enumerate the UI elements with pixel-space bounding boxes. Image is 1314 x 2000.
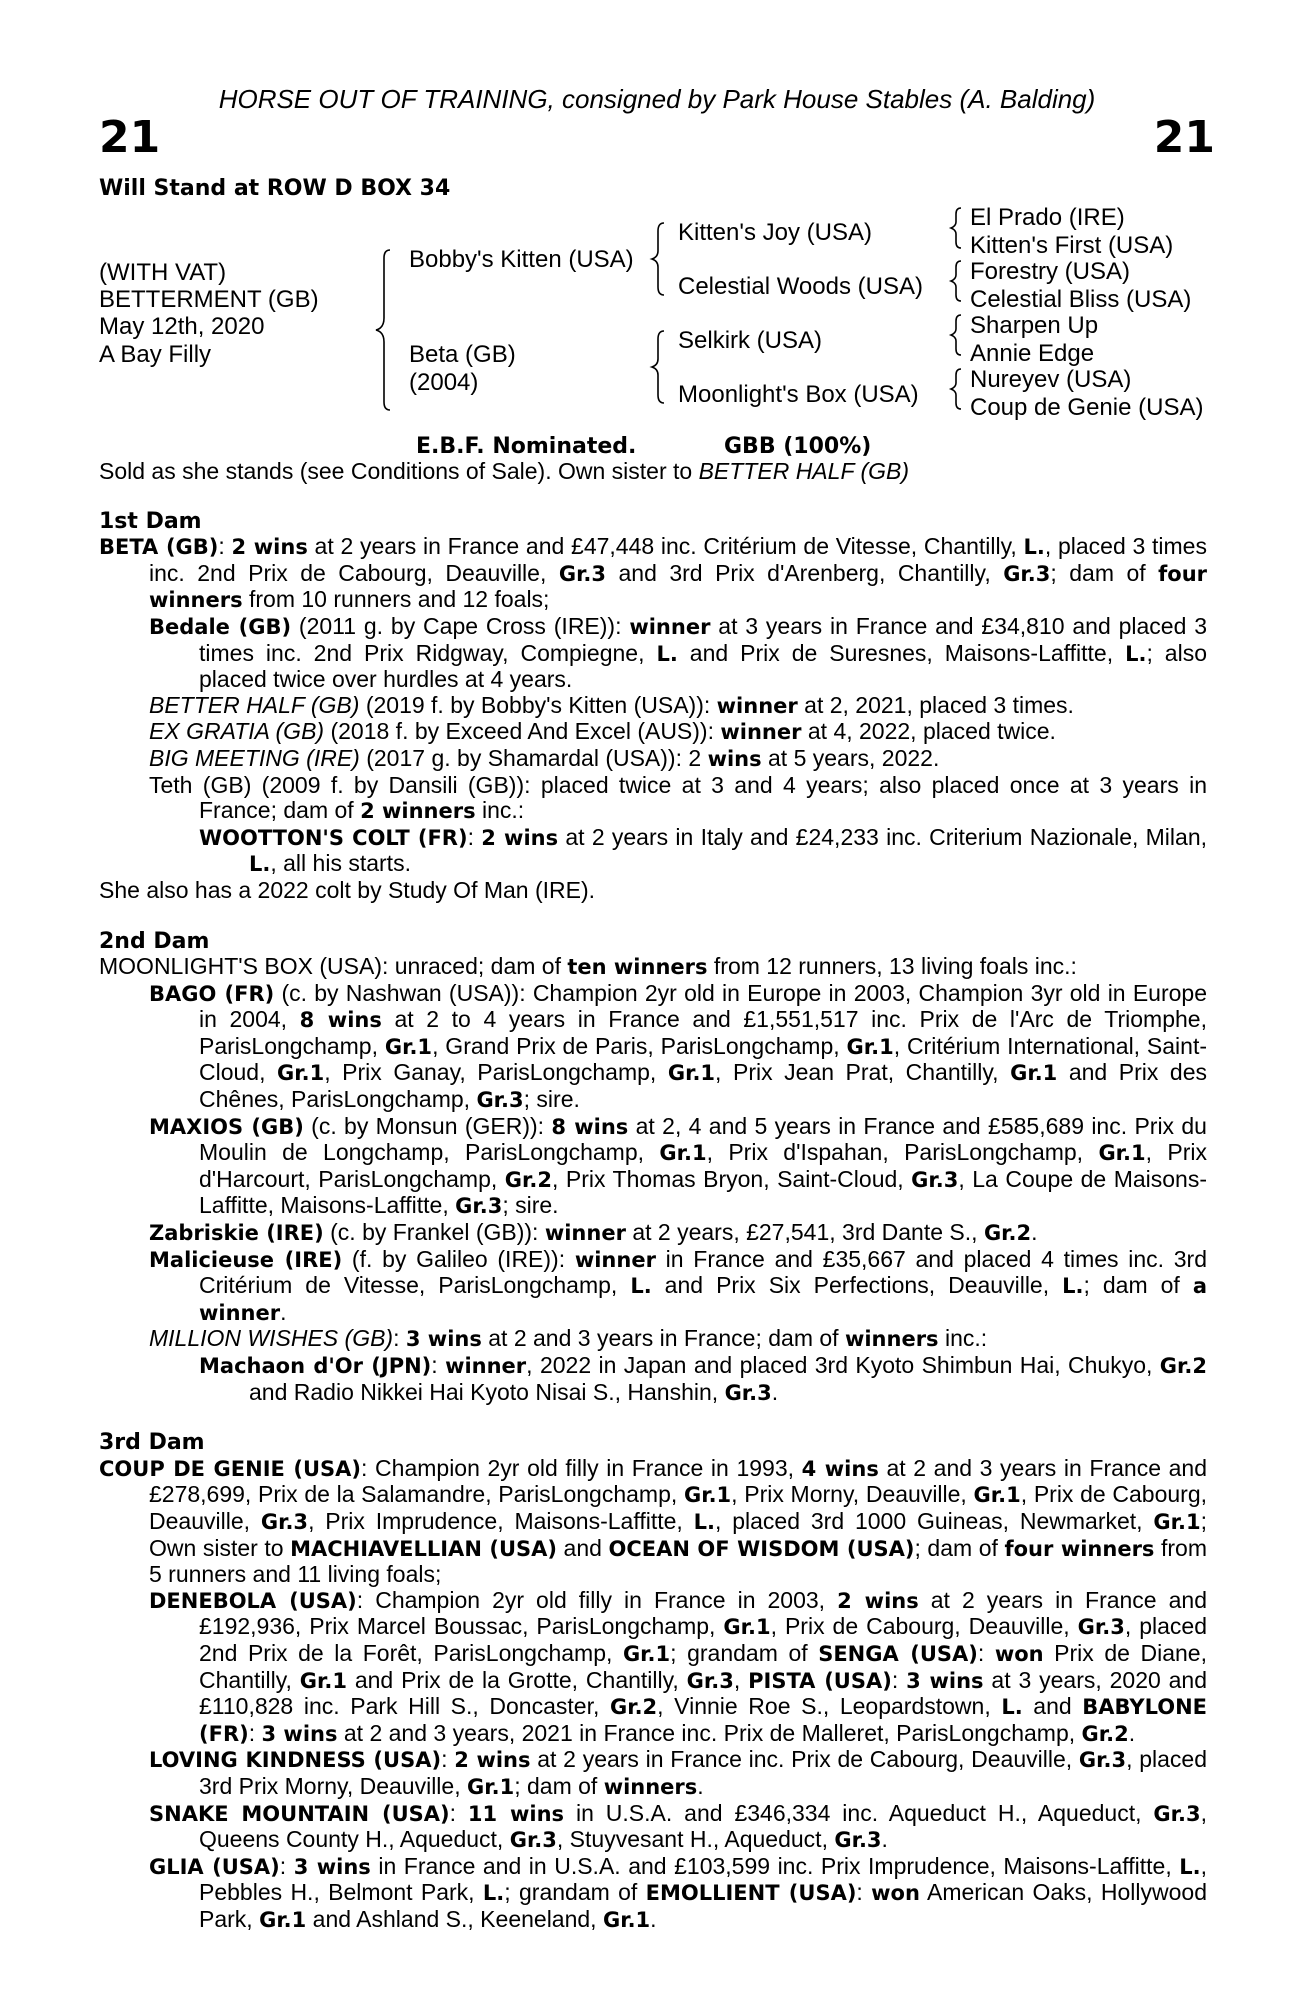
progeny-maxios: MAXIOS (GB) (c. by Monsun (GER)): 8 wins at 2, 4 and 5 years in France and £585,689 inc. Prix du Moulin de Longchamp, ParisLongchamp, Gr.1, Prix d'Ispahan, ParisLongchamp, Gr.1, Prix d'Harcourt, ParisLongchamp, Gr.2, Prix Thomas Bryon, Saint-Cloud, Gr.3, La Coupe de Maisons-Laffitte, Maisons-Laffitte, Gr.3; sire. bbox=[149, 1112, 1208, 1219]
horse-name: BETTERMENT (GB) bbox=[99, 286, 319, 313]
gbb-status: GBB (100%) bbox=[724, 434, 872, 459]
first-dam-entry: BETA (GB): 2 wins at 2 years in France and £47,448 inc. Critérium de Vitesse, Chantilly, L., placed 3 times inc. 2nd Prix de Cabourg, Deauville, Gr.3 and 3rd Prix d'Arenberg, Chantilly, Gr.3; dam of four winners from 10 runners and 12 foals; bbox=[99, 533, 1208, 613]
sire-sire: Kitten's Joy (USA) bbox=[678, 219, 872, 246]
third-dam-heading: 3rd Dam bbox=[99, 1430, 205, 1456]
progeny-malicieuse: Malicieuse (IRE) (f. by Galileo (IRE)): winner in France and £35,667 and placed 4 times inc. 3rd Critérium de Vitesse, ParisLongchamp, L. and Prix Six Perfections, Deauville, L.; dam of a winner. bbox=[149, 1245, 1208, 1325]
second-dam-entry: MOONLIGHT'S BOX (USA): unraced; dam of ten winners from 12 runners, 13 living foals inc.: bbox=[99, 953, 1077, 980]
progeny-bedale: Bedale (GB) (2011 g. by Cape Cross (IRE)): winner at 3 years in France and £34,810 and placed 3 times inc. 2nd Prix Ridgway, Compiegne, L. and Prix de Suresnes, Maisons-Laffitte, L.; also placed twice over hurdles at 4 years. bbox=[149, 612, 1207, 693]
gen4-3: Forestry (USA) bbox=[970, 258, 1131, 285]
progeny-woottons-colt: WOOTTON'S COLT (FR): 2 wins at 2 years in Italy and £24,233 inc. Criterium Nazionale, Milan, L., all his starts. bbox=[199, 823, 1207, 877]
gen4-8: Coup de Genie (USA) bbox=[970, 394, 1204, 421]
progeny-zabriskie: Zabriskie (IRE) (c. by Frankel (GB)): winner at 2 years, £27,541, 3rd Dante S., Gr.2. bbox=[149, 1219, 1038, 1246]
stand-location: Will Stand at ROW D BOX 34 bbox=[99, 176, 451, 201]
progeny-bago: BAGO (FR) (c. by Nashwan (USA)): Champion 2yr old in Europe in 2003, Champion 3yr old in Europe in 2004, 8 wins at 2 to 4 years in France and £1,551,517 inc. Prix de l'Arc de Triomphe, ParisLongchamp, Gr.1, Grand Prix de Paris, ParisLongchamp, Gr.1, Critérium International, Saint-Cloud, Gr.1, Prix Ganay, ParisLongchamp, Gr.1, Prix Jean Prat, Chantilly, Gr.1 and Prix des Chênes, ParisLongchamp, Gr.3; sire. bbox=[149, 979, 1208, 1113]
sire-dam: Celestial Woods (USA) bbox=[678, 273, 923, 300]
progeny-ex-gratia: EX GRATIA (GB) (2018 f. by Exceed And Excel (AUS)): winner at 4, 2022, placed twice. bbox=[149, 718, 1056, 745]
lot-number-right: 21 bbox=[1153, 112, 1215, 163]
sold-note: Sold as she stands (see Conditions of Sale). Own sister to BETTER HALF (GB) bbox=[99, 458, 910, 484]
third-dam-entry: COUP DE GENIE (USA): Champion 2yr old filly in France in 1993, 4 wins at 2 and 3 years in France and £278,699, Prix de la Salamandre, ParisLongchamp, Gr.1, Prix Morny, Deauville, Gr.1, Prix de Cabourg, Deauville, Gr.3, Prix Imprudence, Maisons-Laffitte, L., placed 3rd 1000 Guineas, Newmarket, Gr.1; Own sister to MACHIAVELLIAN (USA) and OCEAN OF WISDOM (USA); dam of four winners from 5 runners and 11 living foals; bbox=[99, 1454, 1208, 1588]
colt-2022-note: She also has a 2022 colt by Study Of Man (IRE). bbox=[99, 876, 596, 903]
progeny-teth: Teth (GB) (2009 f. by Dansili (GB)): placed twice at 3 and 4 years; also placed once at 3 years in France; dam of 2 winners inc.: bbox=[149, 771, 1207, 824]
progeny-better-half: BETTER HALF (GB) (2019 f. by Bobby's Kitten (USA)): winner at 2, 2021, placed 3 times. bbox=[149, 691, 1074, 718]
progeny-glia: GLIA (USA): 3 wins in France and in U.S.A. and £103,599 inc. Prix Imprudence, Maisons-Laffitte, L., Pebbles H., Belmont Park, L.; grandam of EMOLLIENT (USA): won American Oaks, Hollywood Park, Gr.1 and Ashland S., Keeneland, Gr.1. bbox=[149, 1852, 1208, 1932]
progeny-snake-mountain: SNAKE MOUNTAIN (USA): 11 wins in U.S.A. and £346,334 inc. Aqueduct H., Aqueduct, Gr.3, Queens County H., Aqueduct, Gr.3, Stuyvesant H., Aqueduct, Gr.3. bbox=[149, 1799, 1207, 1853]
lot-number-left: 21 bbox=[99, 112, 161, 163]
second-dam-heading: 2nd Dam bbox=[99, 928, 210, 954]
dam-dam: Moonlight's Box (USA) bbox=[678, 381, 919, 408]
first-dam-heading: 1st Dam bbox=[99, 508, 202, 534]
horse-description: A Bay Filly bbox=[99, 341, 212, 368]
vat-note: (WITH VAT) bbox=[99, 259, 227, 286]
progeny-denebola: DENEBOLA (USA): Champion 2yr old filly in France in 2003, 2 wins at 2 years in France and £192,936, Prix Marcel Boussac, ParisLongchamp, Gr.1, Prix de Cabourg, Deauville, Gr.3, placed 2nd Prix de la Forêt, ParisLongchamp, Gr.1; grandam of SENGA (USA): won Prix de Diane, Chantilly, Gr.1 and Prix de la Grotte, Chantilly, Gr.3, PISTA (USA): 3 wins at 3 years, 2020 and £110,828 inc. Park Hill S., Doncaster, Gr.2, Vinnie Roe S., Leopardstown, L. and BABYLONE (FR): 3 wins at 2 and 3 years, 2021 in France inc. Prix de Malleret, ParisLongchamp, Gr.2. bbox=[149, 1586, 1208, 1746]
dam-sire: Selkirk (USA) bbox=[678, 327, 823, 354]
progeny-big-meeting: BIG MEETING (IRE) (2017 g. by Shamardal (USA)): 2 wins at 5 years, 2022. bbox=[149, 744, 940, 771]
gen4-4: Celestial Bliss (USA) bbox=[970, 286, 1192, 313]
gen4-1: El Prado (IRE) bbox=[970, 204, 1125, 231]
gen4-6: Annie Edge bbox=[970, 340, 1095, 367]
sire: Bobby's Kitten (USA) bbox=[409, 246, 634, 273]
gen4-5: Sharpen Up bbox=[970, 312, 1099, 339]
progeny-million-wishes: MILLION WISHES (GB): 3 wins at 2 and 3 years in France; dam of winners inc.: bbox=[149, 1325, 988, 1352]
dam-year: (2004) bbox=[409, 369, 479, 396]
dam: Beta (GB) bbox=[409, 341, 516, 368]
gen4-2: Kitten's First (USA) bbox=[970, 232, 1174, 259]
progeny-loving-kindness: LOVING KINDNESS (USA): 2 wins at 2 years in France inc. Prix de Cabourg, Deauville, Gr.3, placed 3rd Prix Morny, Deauville, Gr.1; dam of winners. bbox=[149, 1746, 1207, 1799]
consignment-title: HORSE OUT OF TRAINING, consigned by Park House Stables (A. Balding) bbox=[218, 84, 1096, 114]
gen4-7: Nureyev (USA) bbox=[970, 366, 1132, 393]
ebf-nomination: E.B.F. Nominated. bbox=[416, 434, 637, 459]
catalogue-body bbox=[99, 459, 1207, 1933]
foaling-date: May 12th, 2020 bbox=[99, 313, 265, 340]
progeny-machaon-dor: Machaon d'Or (JPN): winner, 2022 in Japan and placed 3rd Kyoto Shimbun Hai, Chukyo, Gr.2 and Radio Nikkei Hai Kyoto Nisai S., Hanshin, Gr.3. bbox=[199, 1352, 1207, 1405]
